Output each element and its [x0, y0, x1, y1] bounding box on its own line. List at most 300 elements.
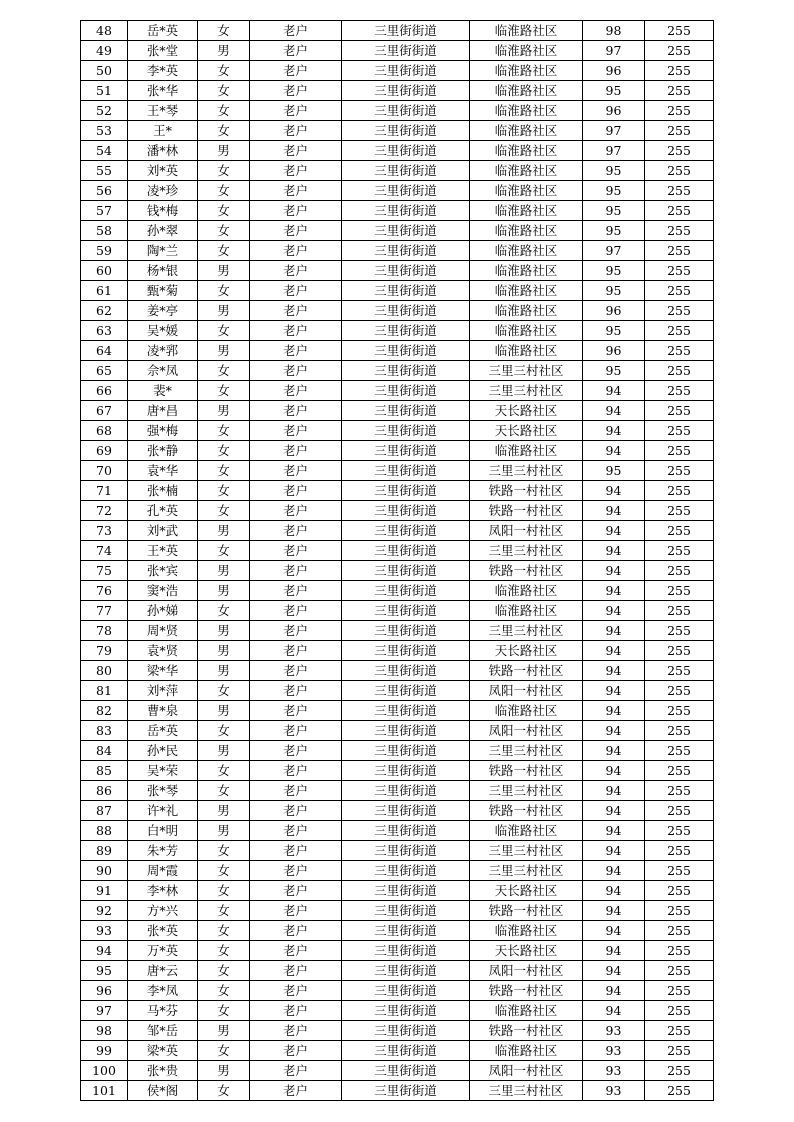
cell-gender: 女 [198, 881, 250, 901]
cell-household-type: 老户 [250, 201, 342, 221]
cell-row-number: 67 [81, 401, 128, 421]
cell-street-office: 三里街街道 [342, 221, 470, 241]
cell-row-number: 92 [81, 901, 128, 921]
cell-household-type: 老户 [250, 1061, 342, 1081]
cell-name: 孙*翠 [128, 221, 198, 241]
cell-gender: 男 [198, 821, 250, 841]
cell-gender: 女 [198, 101, 250, 121]
cell-amount: 255 [645, 21, 714, 41]
cell-community: 铁路一村社区 [470, 561, 583, 581]
cell-name: 吴*荣 [128, 761, 198, 781]
cell-community: 天长路社区 [470, 941, 583, 961]
cell-community: 临淮路社区 [470, 221, 583, 241]
cell-amount: 255 [645, 461, 714, 481]
cell-street-office: 三里街街道 [342, 861, 470, 881]
table-row [81, 821, 714, 841]
cell-community: 临淮路社区 [470, 261, 583, 281]
cell-household-type: 老户 [250, 121, 342, 141]
cell-gender: 女 [198, 841, 250, 861]
table-row [81, 1021, 714, 1041]
cell-amount: 255 [645, 961, 714, 981]
cell-community: 凤阳一村社区 [470, 721, 583, 741]
cell-street-office: 三里街街道 [342, 421, 470, 441]
cell-gender: 男 [198, 801, 250, 821]
cell-community: 三里三村社区 [470, 741, 583, 761]
cell-community: 凤阳一村社区 [470, 961, 583, 981]
cell-street-office: 三里街街道 [342, 501, 470, 521]
cell-amount: 255 [645, 401, 714, 421]
cell-gender: 女 [198, 901, 250, 921]
cell-gender: 男 [198, 1021, 250, 1041]
cell-age: 95 [583, 261, 645, 281]
cell-row-number: 80 [81, 661, 128, 681]
cell-name: 许*礼 [128, 801, 198, 821]
cell-household-type: 老户 [250, 901, 342, 921]
cell-row-number: 58 [81, 221, 128, 241]
cell-gender: 女 [198, 481, 250, 501]
cell-name: 唐*昌 [128, 401, 198, 421]
cell-gender: 女 [198, 181, 250, 201]
cell-gender: 男 [198, 401, 250, 421]
cell-household-type: 老户 [250, 301, 342, 321]
cell-household-type: 老户 [250, 661, 342, 681]
cell-row-number: 66 [81, 381, 128, 401]
cell-row-number: 59 [81, 241, 128, 261]
cell-amount: 255 [645, 141, 714, 161]
table-row [81, 901, 714, 921]
cell-age: 94 [583, 1001, 645, 1021]
roster-table [80, 20, 714, 1101]
table-row [81, 941, 714, 961]
cell-community: 铁路一村社区 [470, 501, 583, 521]
cell-gender: 女 [198, 721, 250, 741]
cell-household-type: 老户 [250, 601, 342, 621]
table-row [81, 661, 714, 681]
cell-street-office: 三里街街道 [342, 1041, 470, 1061]
cell-name: 李*英 [128, 61, 198, 81]
cell-street-office: 三里街街道 [342, 841, 470, 861]
cell-row-number: 88 [81, 821, 128, 841]
cell-household-type: 老户 [250, 581, 342, 601]
cell-amount: 255 [645, 661, 714, 681]
cell-street-office: 三里街街道 [342, 61, 470, 81]
cell-name: 凌*珍 [128, 181, 198, 201]
cell-household-type: 老户 [250, 241, 342, 261]
cell-household-type: 老户 [250, 1041, 342, 1061]
cell-age: 94 [583, 621, 645, 641]
cell-age: 95 [583, 321, 645, 341]
cell-community: 临淮路社区 [470, 821, 583, 841]
cell-household-type: 老户 [250, 421, 342, 441]
cell-age: 94 [583, 401, 645, 421]
cell-community: 临淮路社区 [470, 581, 583, 601]
cell-age: 94 [583, 761, 645, 781]
cell-age: 95 [583, 281, 645, 301]
cell-row-number: 83 [81, 721, 128, 741]
cell-age: 94 [583, 541, 645, 561]
cell-household-type: 老户 [250, 721, 342, 741]
cell-name: 白*明 [128, 821, 198, 841]
cell-row-number: 96 [81, 981, 128, 1001]
cell-gender: 女 [198, 281, 250, 301]
cell-name: 方*兴 [128, 901, 198, 921]
cell-age: 94 [583, 441, 645, 461]
cell-age: 93 [583, 1021, 645, 1041]
cell-row-number: 52 [81, 101, 128, 121]
cell-name: 孙*民 [128, 741, 198, 761]
cell-amount: 255 [645, 1061, 714, 1081]
table-row [81, 701, 714, 721]
cell-gender: 女 [198, 381, 250, 401]
cell-gender: 女 [198, 121, 250, 141]
cell-row-number: 95 [81, 961, 128, 981]
cell-name: 王*琴 [128, 101, 198, 121]
cell-name: 张*楠 [128, 481, 198, 501]
cell-street-office: 三里街街道 [342, 321, 470, 341]
table-row [81, 561, 714, 581]
cell-gender: 女 [198, 241, 250, 261]
cell-age: 97 [583, 141, 645, 161]
cell-street-office: 三里街街道 [342, 281, 470, 301]
cell-age: 94 [583, 641, 645, 661]
cell-row-number: 94 [81, 941, 128, 961]
cell-community: 铁路一村社区 [470, 901, 583, 921]
cell-community: 临淮路社区 [470, 81, 583, 101]
cell-name: 王*英 [128, 541, 198, 561]
cell-name: 甄*菊 [128, 281, 198, 301]
cell-age: 94 [583, 801, 645, 821]
cell-row-number: 73 [81, 521, 128, 541]
cell-row-number: 87 [81, 801, 128, 821]
cell-street-office: 三里街街道 [342, 1001, 470, 1021]
cell-household-type: 老户 [250, 101, 342, 121]
cell-row-number: 84 [81, 741, 128, 761]
cell-row-number: 89 [81, 841, 128, 861]
cell-community: 凤阳一村社区 [470, 521, 583, 541]
cell-community: 三里三村社区 [470, 1081, 583, 1101]
cell-household-type: 老户 [250, 261, 342, 281]
cell-age: 94 [583, 901, 645, 921]
cell-amount: 255 [645, 421, 714, 441]
cell-community: 临淮路社区 [470, 181, 583, 201]
cell-household-type: 老户 [250, 401, 342, 421]
cell-community: 铁路一村社区 [470, 981, 583, 1001]
cell-name: 佘*凤 [128, 361, 198, 381]
cell-street-office: 三里街街道 [342, 581, 470, 601]
cell-age: 95 [583, 201, 645, 221]
table-row [81, 81, 714, 101]
table-row [81, 881, 714, 901]
cell-row-number: 101 [81, 1081, 128, 1101]
cell-household-type: 老户 [250, 481, 342, 501]
cell-age: 94 [583, 681, 645, 701]
cell-street-office: 三里街街道 [342, 521, 470, 541]
cell-row-number: 69 [81, 441, 128, 461]
cell-amount: 255 [645, 181, 714, 201]
cell-name: 杨*银 [128, 261, 198, 281]
cell-name: 吴*媛 [128, 321, 198, 341]
cell-age: 95 [583, 181, 645, 201]
cell-name: 孔*英 [128, 501, 198, 521]
cell-street-office: 三里街街道 [342, 441, 470, 461]
cell-name: 周*霞 [128, 861, 198, 881]
cell-row-number: 62 [81, 301, 128, 321]
cell-row-number: 53 [81, 121, 128, 141]
cell-community: 临淮路社区 [470, 41, 583, 61]
table-row [81, 221, 714, 241]
cell-name: 刘*武 [128, 521, 198, 541]
cell-name: 王* [128, 121, 198, 141]
cell-name: 姜*亭 [128, 301, 198, 321]
table-row [81, 341, 714, 361]
cell-age: 94 [583, 861, 645, 881]
cell-amount: 255 [645, 521, 714, 541]
cell-row-number: 71 [81, 481, 128, 501]
cell-street-office: 三里街街道 [342, 261, 470, 281]
cell-gender: 女 [198, 361, 250, 381]
cell-street-office: 三里街街道 [342, 721, 470, 741]
cell-household-type: 老户 [250, 881, 342, 901]
table-row [81, 721, 714, 741]
table-row [81, 281, 714, 301]
cell-community: 天长路社区 [470, 401, 583, 421]
table-row [81, 841, 714, 861]
cell-age: 94 [583, 381, 645, 401]
cell-gender: 男 [198, 341, 250, 361]
cell-name: 刘*英 [128, 161, 198, 181]
cell-amount: 255 [645, 861, 714, 881]
cell-street-office: 三里街街道 [342, 961, 470, 981]
cell-gender: 女 [198, 981, 250, 1001]
cell-name: 侯*阁 [128, 1081, 198, 1101]
cell-community: 三里三村社区 [470, 781, 583, 801]
cell-street-office: 三里街街道 [342, 21, 470, 41]
cell-household-type: 老户 [250, 61, 342, 81]
cell-age: 94 [583, 581, 645, 601]
cell-gender: 男 [198, 741, 250, 761]
cell-amount: 255 [645, 241, 714, 261]
cell-gender: 女 [198, 781, 250, 801]
cell-gender: 男 [198, 261, 250, 281]
cell-street-office: 三里街街道 [342, 81, 470, 101]
cell-age: 94 [583, 841, 645, 861]
cell-gender: 男 [198, 661, 250, 681]
cell-age: 94 [583, 481, 645, 501]
cell-household-type: 老户 [250, 41, 342, 61]
cell-row-number: 56 [81, 181, 128, 201]
cell-community: 三里三村社区 [470, 381, 583, 401]
cell-street-office: 三里街街道 [342, 381, 470, 401]
cell-community: 临淮路社区 [470, 241, 583, 261]
cell-amount: 255 [645, 61, 714, 81]
cell-amount: 255 [645, 681, 714, 701]
cell-street-office: 三里街街道 [342, 1061, 470, 1081]
cell-age: 94 [583, 561, 645, 581]
cell-gender: 女 [198, 81, 250, 101]
cell-gender: 女 [198, 861, 250, 881]
cell-gender: 女 [198, 1041, 250, 1061]
cell-age: 95 [583, 361, 645, 381]
cell-community: 天长路社区 [470, 641, 583, 661]
cell-row-number: 48 [81, 21, 128, 41]
cell-community: 临淮路社区 [470, 201, 583, 221]
cell-household-type: 老户 [250, 1081, 342, 1101]
cell-street-office: 三里街街道 [342, 361, 470, 381]
cell-name: 李*林 [128, 881, 198, 901]
cell-street-office: 三里街街道 [342, 621, 470, 641]
cell-amount: 255 [645, 301, 714, 321]
cell-gender: 男 [198, 521, 250, 541]
cell-gender: 男 [198, 301, 250, 321]
cell-household-type: 老户 [250, 441, 342, 461]
cell-street-office: 三里街街道 [342, 681, 470, 701]
cell-name: 张*堂 [128, 41, 198, 61]
roster-table-body [81, 21, 714, 1101]
cell-name: 张*贵 [128, 1061, 198, 1081]
cell-gender: 男 [198, 1061, 250, 1081]
cell-name: 张*琴 [128, 781, 198, 801]
cell-row-number: 78 [81, 621, 128, 641]
cell-community: 三里三村社区 [470, 541, 583, 561]
table-row [81, 101, 714, 121]
table-row [81, 641, 714, 661]
table-row [81, 961, 714, 981]
cell-row-number: 79 [81, 641, 128, 661]
cell-gender: 女 [198, 681, 250, 701]
cell-street-office: 三里街街道 [342, 121, 470, 141]
table-row [81, 401, 714, 421]
cell-household-type: 老户 [250, 561, 342, 581]
cell-row-number: 76 [81, 581, 128, 601]
cell-household-type: 老户 [250, 961, 342, 981]
cell-age: 94 [583, 601, 645, 621]
cell-gender: 女 [198, 421, 250, 441]
cell-street-office: 三里街街道 [342, 461, 470, 481]
cell-community: 凤阳一村社区 [470, 1061, 583, 1081]
table-row [81, 861, 714, 881]
cell-age: 94 [583, 421, 645, 441]
cell-household-type: 老户 [250, 281, 342, 301]
cell-street-office: 三里街街道 [342, 981, 470, 1001]
cell-age: 96 [583, 101, 645, 121]
cell-household-type: 老户 [250, 741, 342, 761]
cell-household-type: 老户 [250, 21, 342, 41]
cell-row-number: 49 [81, 41, 128, 61]
cell-amount: 255 [645, 361, 714, 381]
cell-name: 张*华 [128, 81, 198, 101]
cell-age: 93 [583, 1081, 645, 1101]
cell-age: 94 [583, 961, 645, 981]
cell-street-office: 三里街街道 [342, 761, 470, 781]
table-row [81, 761, 714, 781]
cell-street-office: 三里街街道 [342, 541, 470, 561]
cell-amount: 255 [645, 881, 714, 901]
cell-street-office: 三里街街道 [342, 401, 470, 421]
cell-gender: 女 [198, 221, 250, 241]
cell-street-office: 三里街街道 [342, 941, 470, 961]
cell-household-type: 老户 [250, 681, 342, 701]
cell-gender: 男 [198, 621, 250, 641]
cell-street-office: 三里街街道 [342, 801, 470, 821]
cell-amount: 255 [645, 261, 714, 281]
cell-name: 裴* [128, 381, 198, 401]
cell-street-office: 三里街街道 [342, 1081, 470, 1101]
table-row [81, 321, 714, 341]
cell-row-number: 55 [81, 161, 128, 181]
cell-household-type: 老户 [250, 521, 342, 541]
cell-gender: 女 [198, 601, 250, 621]
cell-community: 铁路一村社区 [470, 481, 583, 501]
cell-household-type: 老户 [250, 841, 342, 861]
cell-age: 97 [583, 121, 645, 141]
cell-row-number: 68 [81, 421, 128, 441]
cell-gender: 女 [198, 921, 250, 941]
table-row [81, 421, 714, 441]
cell-household-type: 老户 [250, 81, 342, 101]
cell-age: 94 [583, 781, 645, 801]
cell-gender: 男 [198, 141, 250, 161]
cell-age: 94 [583, 501, 645, 521]
cell-gender: 女 [198, 61, 250, 81]
cell-amount: 255 [645, 741, 714, 761]
cell-row-number: 61 [81, 281, 128, 301]
cell-amount: 255 [645, 941, 714, 961]
cell-amount: 255 [645, 981, 714, 1001]
table-row [81, 241, 714, 261]
cell-street-office: 三里街街道 [342, 781, 470, 801]
table-row [81, 1041, 714, 1061]
cell-household-type: 老户 [250, 541, 342, 561]
cell-name: 唐*云 [128, 961, 198, 981]
cell-name: 邹*岳 [128, 1021, 198, 1041]
cell-community: 临淮路社区 [470, 1041, 583, 1061]
cell-household-type: 老户 [250, 181, 342, 201]
cell-street-office: 三里街街道 [342, 901, 470, 921]
cell-name: 潘*林 [128, 141, 198, 161]
cell-community: 三里三村社区 [470, 841, 583, 861]
cell-gender: 男 [198, 561, 250, 581]
cell-community: 三里三村社区 [470, 621, 583, 641]
cell-amount: 255 [645, 621, 714, 641]
cell-street-office: 三里街街道 [342, 601, 470, 621]
cell-street-office: 三里街街道 [342, 741, 470, 761]
cell-community: 临淮路社区 [470, 921, 583, 941]
cell-gender: 女 [198, 961, 250, 981]
table-row [81, 741, 714, 761]
cell-street-office: 三里街街道 [342, 641, 470, 661]
cell-name: 张*静 [128, 441, 198, 461]
cell-street-office: 三里街街道 [342, 181, 470, 201]
cell-community: 铁路一村社区 [470, 661, 583, 681]
cell-amount: 255 [645, 761, 714, 781]
cell-community: 三里三村社区 [470, 461, 583, 481]
cell-household-type: 老户 [250, 161, 342, 181]
cell-household-type: 老户 [250, 981, 342, 1001]
cell-row-number: 93 [81, 921, 128, 941]
cell-community: 临淮路社区 [470, 1001, 583, 1021]
cell-gender: 男 [198, 581, 250, 601]
table-row [81, 461, 714, 481]
cell-street-office: 三里街街道 [342, 161, 470, 181]
table-row [81, 1081, 714, 1101]
cell-street-office: 三里街街道 [342, 481, 470, 501]
cell-name: 曹*泉 [128, 701, 198, 721]
cell-gender: 女 [198, 501, 250, 521]
cell-age: 94 [583, 981, 645, 1001]
cell-household-type: 老户 [250, 501, 342, 521]
cell-community: 三里三村社区 [470, 861, 583, 881]
cell-community: 天长路社区 [470, 421, 583, 441]
